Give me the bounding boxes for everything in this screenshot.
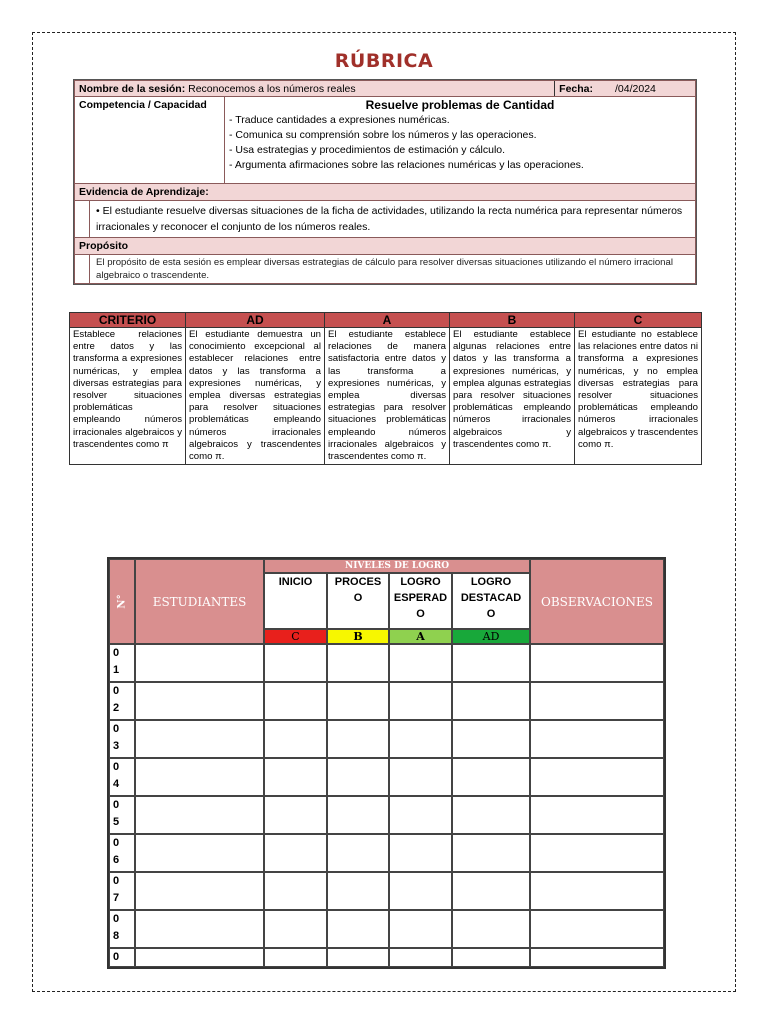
- empty-cell[interactable]: [135, 720, 264, 758]
- capacity-item: - Comunica su comprensión sobre los números y las operaciones.: [229, 129, 537, 141]
- empty-cell[interactable]: [452, 872, 530, 910]
- table-row: [109, 644, 664, 682]
- students-header: ESTUDIANTES: [135, 559, 264, 644]
- empty-cell[interactable]: [327, 644, 389, 682]
- empty-cell[interactable]: [264, 758, 327, 796]
- empty-cell[interactable]: [135, 910, 264, 948]
- empty-cell[interactable]: [530, 910, 664, 948]
- students-table: [107, 557, 666, 969]
- empty-cell[interactable]: [452, 948, 530, 967]
- empty-cell[interactable]: [452, 720, 530, 758]
- empty-cell[interactable]: [135, 644, 264, 682]
- empty-cell[interactable]: [530, 796, 664, 834]
- criteria-cell: Establece relaciones entre datos y las transforma a expresiones numéricas, y emplea diversas estrategias para resolver situaciones problemáticas empleando números irracionales algebraicos y trascendentes como π: [70, 328, 186, 465]
- empty-cell[interactable]: [135, 872, 264, 910]
- descriptor-ad: El estudiante demuestra un conocimiento excepcional al establecer relaciones entre datos y las transforma a expresiones numéricas, y emplea diversas estrategias para resolver situaciones problemáticas empleando números irracionales algebraicos y trascendentes como π.: [186, 328, 325, 465]
- descriptor-c: El estudiante no establece las relaciones entre datos ni transforma a expresiones numéricas, y no emplea diversas estrategias para resolver situaciones problemáticas empleando números irracionales algebraicos y trascendentes como π.: [575, 328, 702, 465]
- empty-cell[interactable]: [389, 872, 452, 910]
- level-inicio: INICIO: [264, 573, 327, 629]
- level-proceso: PROCES O: [327, 573, 389, 629]
- row-number: 0 7: [109, 872, 135, 910]
- descriptor-b: El estudiante establece algunas relaciones entre datos y las transforma a expresiones numéricas, y emplea algunas estrategias para resolver situaciones problemáticas empleando números irracionales algebraicos y trascendentes como π.: [450, 328, 575, 465]
- empty-cell[interactable]: [530, 682, 664, 720]
- number-header: N°: [109, 559, 135, 644]
- empty-cell[interactable]: [452, 682, 530, 720]
- row-number: 0 6: [109, 834, 135, 872]
- empty-cell[interactable]: [135, 796, 264, 834]
- criteria-header: CRITERIO: [70, 313, 186, 328]
- empty-cell[interactable]: [264, 682, 327, 720]
- table-row: [109, 872, 664, 910]
- row-number: 0 1: [109, 644, 135, 682]
- empty-cell[interactable]: [389, 910, 452, 948]
- empty-cell[interactable]: [135, 948, 264, 967]
- level-header-b: B: [450, 313, 575, 328]
- empty-cell[interactable]: [135, 834, 264, 872]
- date-label: Fecha:: [559, 82, 593, 95]
- empty-cell[interactable]: [452, 910, 530, 948]
- empty-cell[interactable]: [389, 758, 452, 796]
- empty-cell[interactable]: [389, 796, 452, 834]
- row-number: 0: [109, 948, 135, 967]
- empty-cell[interactable]: [135, 682, 264, 720]
- table-row: [109, 720, 664, 758]
- row-number: 0 8: [109, 910, 135, 948]
- code-b: B: [327, 629, 389, 644]
- empty-cell[interactable]: [530, 872, 664, 910]
- empty-cell[interactable]: [389, 720, 452, 758]
- empty-cell[interactable]: [327, 758, 389, 796]
- level-logro-destacado: LOGRO DESTACAD O: [452, 573, 530, 629]
- code-ad: AD: [452, 629, 530, 644]
- empty-cell[interactable]: [452, 758, 530, 796]
- competence-section: [74, 97, 696, 184]
- table-row: [109, 834, 664, 872]
- evidence-text: • El estudiante resuelve diversas situaciones de la ficha de actividades, utilizando la recta numérica para representar números irracionales y reconocer el conjunto de los números reales.: [96, 205, 683, 233]
- purpose-label: Propósito: [79, 240, 128, 252]
- empty-cell[interactable]: [389, 948, 452, 967]
- empty-cell[interactable]: [389, 644, 452, 682]
- empty-cell[interactable]: [389, 834, 452, 872]
- purpose-heading: [74, 238, 696, 255]
- empty-cell[interactable]: [264, 834, 327, 872]
- empty-cell[interactable]: [530, 758, 664, 796]
- evidence-section: [74, 201, 696, 238]
- empty-cell[interactable]: [135, 758, 264, 796]
- empty-cell[interactable]: [264, 796, 327, 834]
- descriptor-a: El estudiante establece relaciones de manera satisfactoria entre datos y las transforma a expresiones numéricas, y emplea diversas estrategias para resolver situaciones problemáticas empleando números irracionales algebraicos y trascendentes como π.: [325, 328, 450, 465]
- empty-cell[interactable]: [452, 834, 530, 872]
- row-number: 0 5: [109, 796, 135, 834]
- date-value: /04/2024: [615, 82, 656, 95]
- empty-cell[interactable]: [530, 834, 664, 872]
- session-name-row: [74, 80, 696, 97]
- level-header-c: C: [575, 313, 702, 328]
- code-c: C: [264, 629, 327, 644]
- empty-cell[interactable]: [530, 720, 664, 758]
- session-name-label: Nombre de la sesión:: [79, 82, 186, 95]
- row-number: 0 4: [109, 758, 135, 796]
- levels-header: NIVELES DE LOGRO: [264, 559, 530, 573]
- empty-cell[interactable]: [452, 796, 530, 834]
- empty-cell[interactable]: [264, 644, 327, 682]
- session-header: [73, 79, 697, 285]
- empty-cell[interactable]: [327, 796, 389, 834]
- capacity-item: - Argumenta afirmaciones sobre las relaciones numéricas y las operaciones.: [229, 159, 584, 171]
- criteria-table: [69, 312, 702, 465]
- empty-cell[interactable]: [264, 948, 327, 967]
- empty-cell[interactable]: [327, 682, 389, 720]
- level-logro-esperado: LOGRO ESPERAD O: [389, 573, 452, 629]
- table-row: [109, 948, 664, 967]
- empty-cell[interactable]: [327, 910, 389, 948]
- session-name-value: Reconocemos a los números reales: [188, 82, 356, 95]
- level-header-ad: AD: [186, 313, 325, 328]
- row-number: 0 3: [109, 720, 135, 758]
- capacity-item: - Usa estrategias y procedimientos de estimación y cálculo.: [229, 144, 506, 156]
- empty-cell[interactable]: [327, 948, 389, 967]
- competence-title: Resuelve problemas de Cantidad: [365, 98, 555, 112]
- empty-cell[interactable]: [264, 720, 327, 758]
- empty-cell[interactable]: [530, 644, 664, 682]
- table-row: [109, 758, 664, 796]
- empty-cell[interactable]: [327, 834, 389, 872]
- table-row: [109, 682, 664, 720]
- competence-label: Competencia / Capacidad: [75, 97, 225, 183]
- page-title: RÚBRICA: [334, 50, 434, 72]
- empty-cell[interactable]: [327, 872, 389, 910]
- evidence-label: Evidencia de Aprendizaje:: [79, 186, 209, 198]
- empty-cell[interactable]: [264, 872, 327, 910]
- table-row: [109, 796, 664, 834]
- purpose-section: [74, 255, 696, 284]
- evidence-heading: [74, 184, 696, 201]
- empty-cell[interactable]: [530, 948, 664, 967]
- capacity-item: - Traduce cantidades a expresiones numéricas.: [229, 114, 450, 126]
- empty-cell[interactable]: [264, 910, 327, 948]
- table-row: [109, 910, 664, 948]
- code-a: A: [389, 629, 452, 644]
- empty-cell[interactable]: [452, 644, 530, 682]
- purpose-text: El propósito de esta sesión es emplear diversas estrategias de cálculo para resolver diversas situaciones utilizando el número irracional algebraico o trascendente.: [96, 257, 673, 281]
- row-number: 0 2: [109, 682, 135, 720]
- empty-cell[interactable]: [327, 720, 389, 758]
- level-header-a: A: [325, 313, 450, 328]
- empty-cell[interactable]: [389, 682, 452, 720]
- observations-header: OBSERVACIONES: [530, 559, 664, 644]
